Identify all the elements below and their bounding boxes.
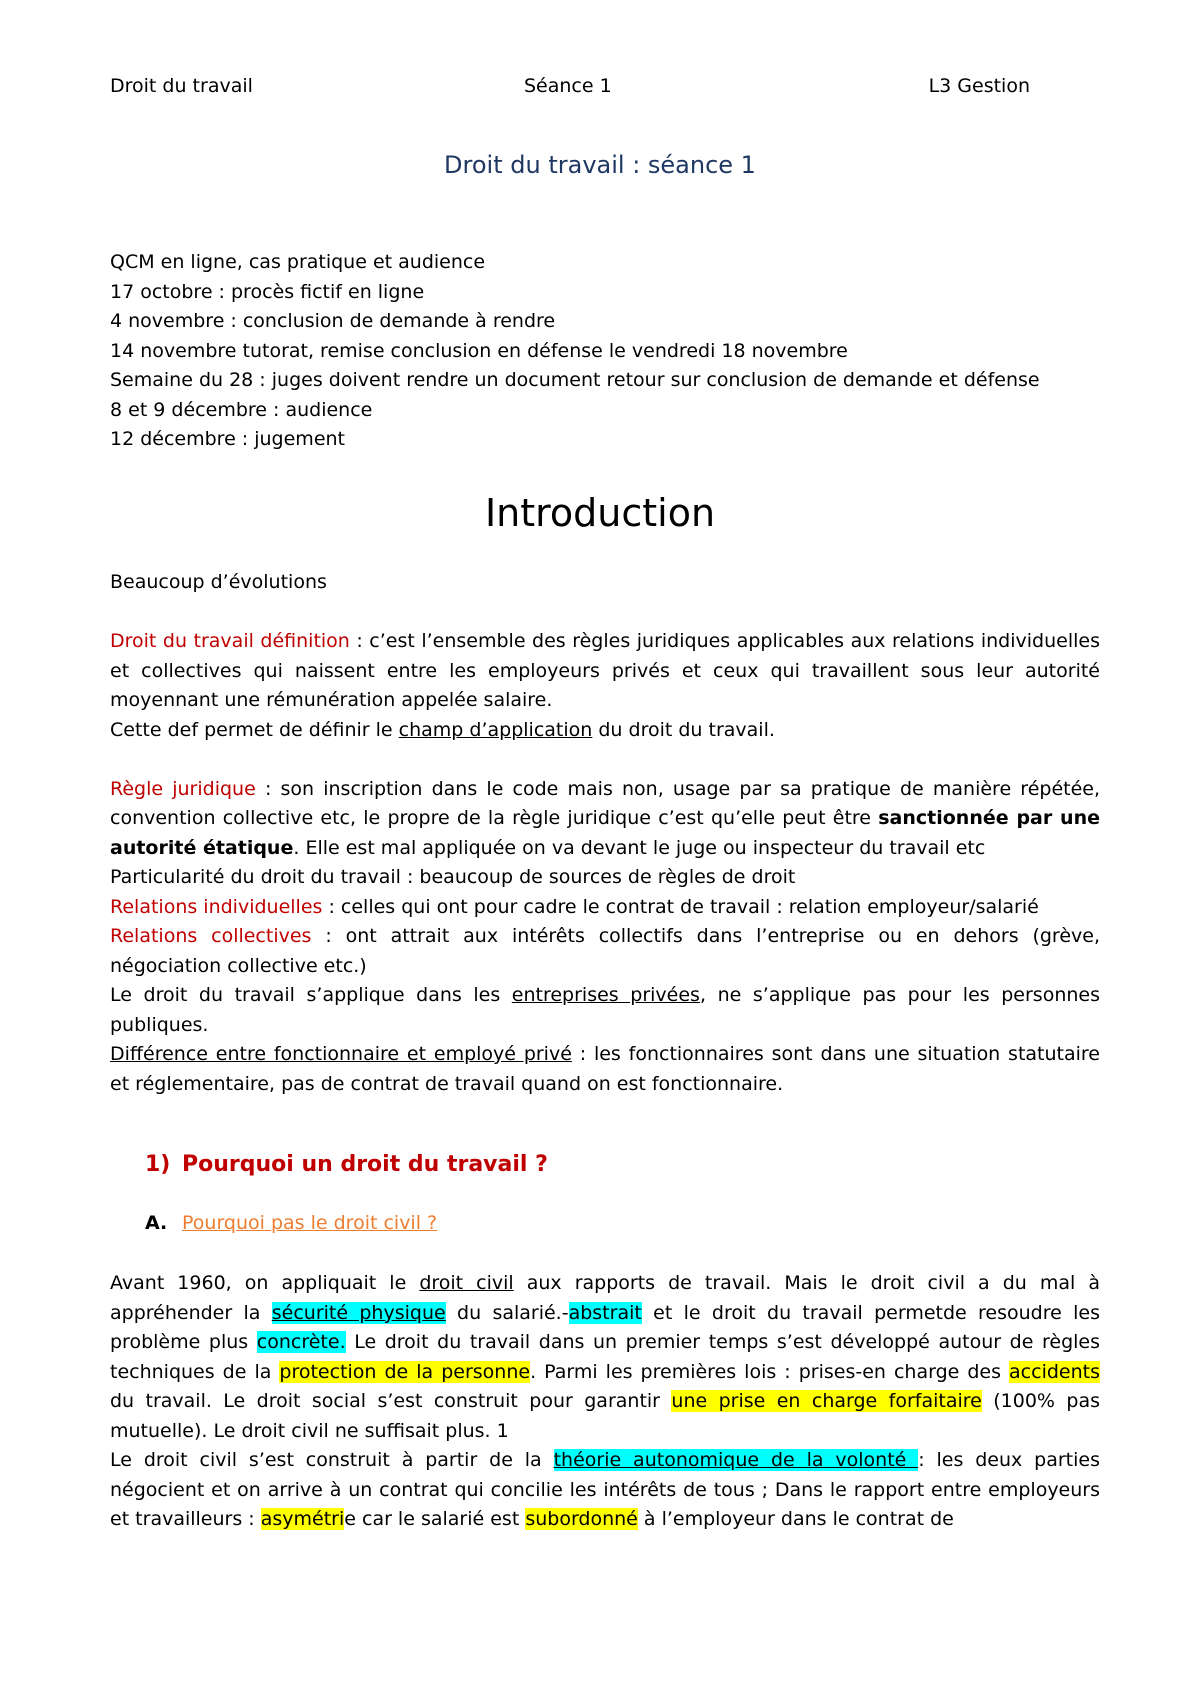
application-paragraph [110,981,1100,1040]
schedule-item: Semaine du 28 : juges doivent rendre un document retour sur conclusion de demande et défense [110,369,1040,391]
schedule-item: 17 octobre : procès fictif en ligne [110,280,425,303]
schedule-item: 4 novembre : conclusion de demande à rendre [110,310,556,332]
header-left: Droit du travail [110,75,253,97]
highlight-abstrait: abstrait [568,1301,642,1324]
p1-text: . Parmi les premières lois : prises-en charge des [530,1360,1010,1383]
definition-text: c’est l’ensemble des règles juridiques applicables aux relations individuelles et collectives qui naissent entre les employeurs privés et ceux qui travaillent sous leur autorité moyennant une rémunération appelée salaire. [110,630,1100,711]
droit-civil-block [110,1269,1100,1535]
p2-text: e car le salarié est [344,1508,526,1530]
entreprises-privees-link: entreprises privées [511,984,700,1006]
highlight-asymetrie: asymétri [260,1508,345,1530]
paragraph-2 [110,1446,1100,1535]
document-title: Droit du travail : séance 1 [444,151,756,179]
droit-civil-underline: droit civil [419,1272,514,1294]
p1-text: du travail. Le droit social s’est construit pour garantir [110,1390,672,1412]
paragraph-1 [110,1269,1100,1446]
section-a-title: Pourquoi pas le droit civil ? [182,1212,438,1234]
regle-text-before: : son inscription dans le code mais non, usage par sa pratique de manière répétée, convention collective etc, le propre de la règle juridique c’est qu’elle peut être [110,777,1101,829]
p1-text: (100% pas mutuelle). Le droit civil ne suffisait plus. 1 [110,1390,1100,1442]
section-1-title: Pourquoi un droit du travail ? [182,1152,548,1177]
section-1-number: 1) [145,1152,171,1177]
intro-subtitle: Beaucoup d’évolutions [110,571,327,593]
regle-text-after: . Elle est mal appliquée on va devant le juge ou inspecteur du travail etc [293,836,986,859]
schedule-item: QCM en ligne, cas pratique et audience [110,251,486,273]
highlight-accidents: accidents [1009,1360,1100,1383]
relations-collectives-text: : ont attrait aux intérêts collectifs dans l’entreprise ou en dehors (grève, négociation collective etc.) [110,925,1100,977]
difference-paragraph [110,1040,1100,1099]
relations-individuelles-paragraph [110,893,1100,923]
schedule-item: 12 décembre : jugement [110,428,345,450]
difference-term: Différence entre fonctionnaire et employé privé [110,1043,572,1065]
particularite-paragraph: Particularité du droit du travail : beaucoup de sources de règles de droit [110,866,796,888]
highlight-subordonne: subordonné [525,1508,638,1530]
running-header [110,74,1030,98]
application-after: , ne s’applique pas pour les personnes publiques. [110,984,1100,1036]
highlight-prise-en-charge: une prise en charge forfaitaire [671,1390,982,1412]
application-before: Le droit du travail s’applique dans les [110,984,512,1006]
definition-term: Droit du travail définition [110,630,350,652]
header-center: Séance 1 [524,75,612,97]
definition-paragraph [110,627,1100,716]
regle-bold: sanctionnée par une autorité étatique [110,807,1100,859]
section-a-letter: A. [145,1212,168,1234]
p2-text: : les deux parties négocient et on arrive à un contrat qui concilie les intérêts de tous ; Dans le rapport entre employeurs et travailleurs : [110,1449,1100,1530]
relations-individuelles-term: Relations individuelles [110,895,323,918]
section-1-heading [145,1150,548,1180]
relations-individuelles-text: : celles qui ont pour cadre le contrat de travail : relation employeur/salarié [322,895,1039,918]
scope-text-before: Cette def permet de définir le [110,718,399,741]
schedule-list [110,248,1060,455]
section-a-heading [145,1209,437,1237]
definition-sep: : [349,630,370,652]
p1-text: et le droit du travail permetde resoudre les problème plus [110,1301,1101,1353]
p2-text: à l’employeur dans le contrat de [637,1508,954,1530]
regle-juridique-paragraph [110,775,1100,864]
highlight-securite-physique: sécurité physique [271,1301,446,1324]
p1-text: Avant 1960, on appliquait le [110,1272,420,1294]
header-right: L3 Gestion [928,75,1030,97]
p1-text: aux rapports de travail. Mais le droit civil a du mal à appréhender la [110,1272,1100,1324]
highlight-concrete: concrète. [256,1331,346,1353]
regle-term: Règle juridique [110,777,256,800]
p1-text: du salarié.- [445,1301,569,1324]
relations-collectives-term: Relations collectives [110,925,312,947]
champ-application-link: champ d’application [398,718,593,741]
highlight-protection-personne: protection de la personne [279,1360,531,1383]
p1-text: Le droit du travail dans un premier temps s’est développé autour de règles techniques de la [110,1331,1101,1383]
relations-collectives-paragraph [110,922,1100,981]
introduction-heading: Introduction [484,491,716,535]
highlight-theorie-autonomique: théorie autonomique de la volonté [553,1449,919,1471]
schedule-item: 14 novembre tutorat, remise conclusion en défense le vendredi 18 novembre [110,339,848,362]
schedule-item: 8 et 9 décembre : audience [110,398,373,421]
scope-text-after: du droit du travail. [592,718,775,741]
difference-text: : les fonctionnaires sont dans une situation statutaire et réglementaire, pas de contrat de travail quand on est fonctionnaire. [110,1043,1100,1095]
p2-text: Le droit civil s’est construit à partir de la [110,1449,554,1471]
definitions-block [110,568,1100,1099]
scope-paragraph [110,716,1100,746]
